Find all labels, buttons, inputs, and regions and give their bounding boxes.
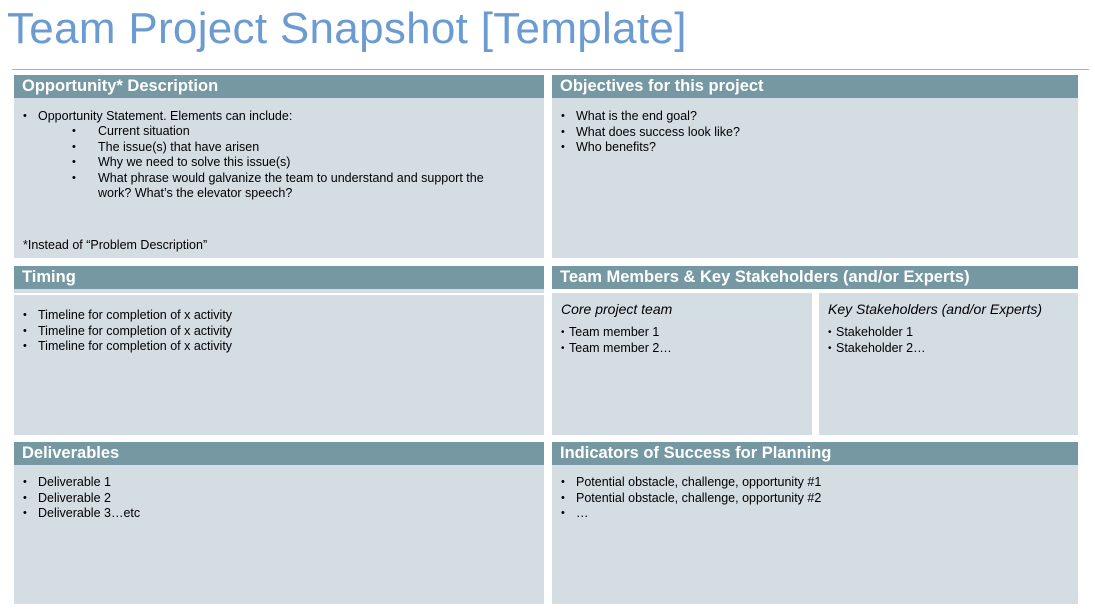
list-item: • Timeline for completion of x activity (23, 324, 232, 340)
list-item: • Current situation (72, 124, 492, 140)
indicators-list (561, 475, 821, 522)
objectives-panel (552, 75, 1078, 258)
timing-heading: Timing (14, 266, 544, 289)
list-item: • Team member 1 (561, 325, 672, 341)
stakeholders-heading: Key Stakeholders (and/or Experts) (828, 301, 1042, 317)
opportunity-list (23, 109, 292, 125)
list-item: • Potential obstacle, challenge, opportunity #2 (561, 491, 821, 507)
stakeholders-list (828, 325, 926, 356)
list-item: • Stakeholder 1 (828, 325, 926, 341)
opportunity-footnote: *Instead of “Problem Description” (23, 238, 208, 252)
title-divider (12, 69, 1089, 70)
list-item: • Potential obstacle, challenge, opportunity #1 (561, 475, 821, 491)
deliverables-list (23, 475, 140, 522)
core-team-list (561, 325, 672, 356)
list-item: • What phrase would galvanize the team to understand and support the work? What’s the elevator speech? (72, 171, 492, 202)
list-item: • Deliverable 2 (23, 491, 140, 507)
timing-list (23, 308, 232, 355)
timing-divider (14, 293, 544, 295)
list-item: • … (561, 506, 821, 522)
timing-panel (14, 266, 544, 435)
deliverables-panel (14, 442, 544, 604)
list-item: • Opportunity Statement. Elements can include: (23, 109, 292, 125)
objectives-heading: Objectives for this project (552, 75, 1078, 98)
opportunity-heading: Opportunity* Description (14, 75, 544, 98)
opportunity-panel (14, 75, 544, 258)
opportunity-body (14, 98, 544, 258)
objectives-body (552, 98, 1078, 258)
core-team-heading: Core project team (561, 301, 673, 317)
list-item: • What is the end goal? (561, 109, 740, 125)
page-title: Team Project Snapshot [Template] (7, 4, 687, 53)
list-item: • Deliverable 3…etc (23, 506, 140, 522)
indicators-body (552, 465, 1078, 604)
list-item: • Team member 2… (561, 341, 672, 357)
deliverables-body (14, 465, 544, 604)
indicators-heading: Indicators of Success for Planning (552, 442, 1078, 465)
team-heading: Team Members & Key Stakeholders (and/or Experts) (552, 266, 1078, 289)
stakeholders-panel (819, 293, 1078, 435)
indicators-panel (552, 442, 1078, 604)
list-item: • Timeline for completion of x activity (23, 339, 232, 355)
list-item: • Stakeholder 2… (828, 341, 926, 357)
list-item: • Why we need to solve this issue(s) (72, 155, 492, 171)
core-team-panel (552, 293, 812, 435)
list-item: • Who benefits? (561, 140, 740, 156)
deliverables-heading: Deliverables (14, 442, 544, 465)
list-item: • Deliverable 1 (23, 475, 140, 491)
list-item: • The issue(s) that have arisen (72, 140, 492, 156)
timing-body (14, 297, 544, 435)
objectives-list (561, 109, 740, 156)
list-item: • What does success look like? (561, 125, 740, 141)
opportunity-elements-list (72, 124, 492, 202)
list-item: • Timeline for completion of x activity (23, 308, 232, 324)
team-panel (552, 266, 1078, 435)
